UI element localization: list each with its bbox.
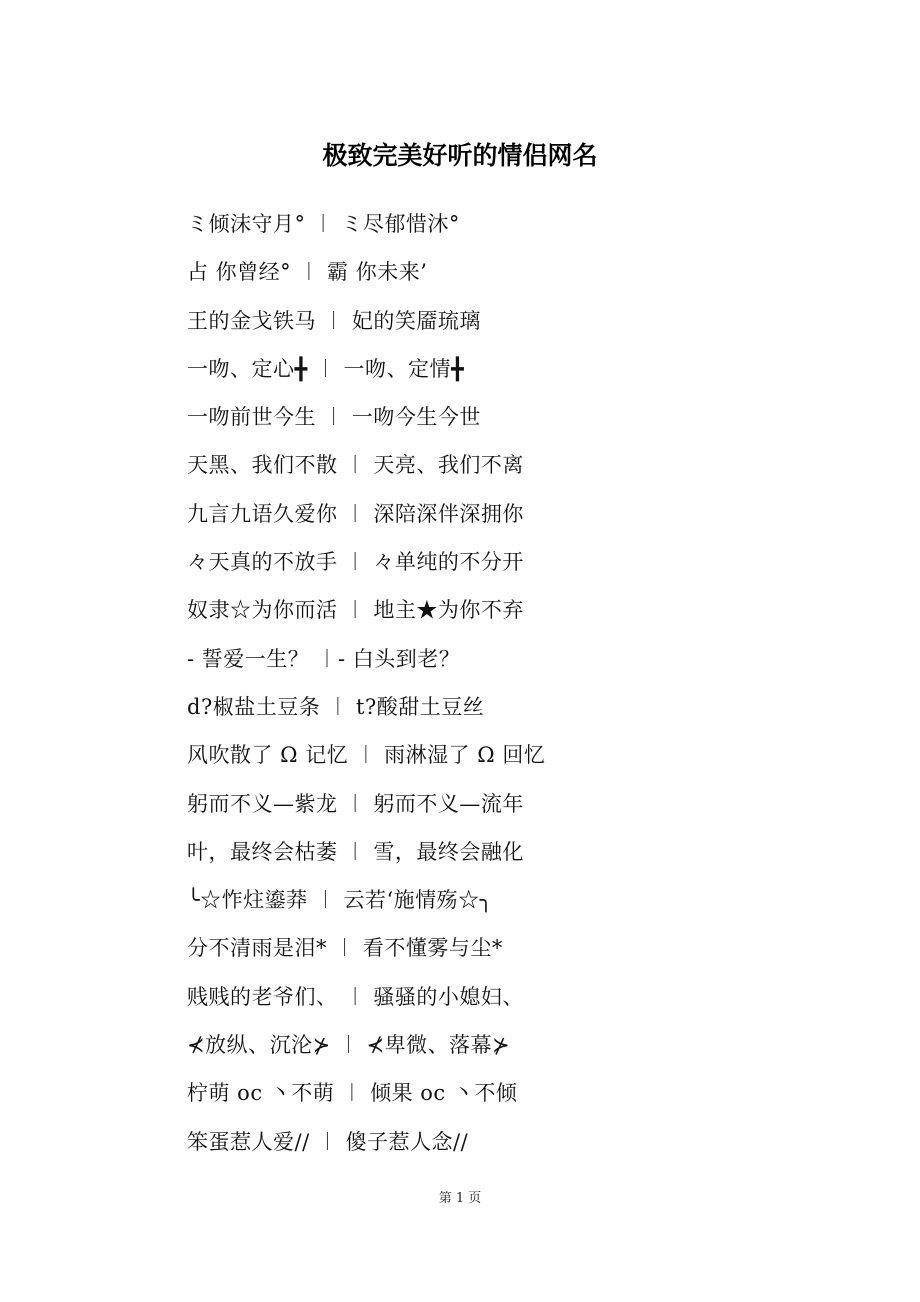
list-item: 叶，最终会枯萎 ︱ 雪，最终会融化 xyxy=(187,839,524,864)
list-item: 奴隶☆为你而活 ︱ 地主★为你不弃 xyxy=(187,598,524,623)
list-item: 笨蛋惹人爱// ︱ 傻子惹人念// xyxy=(187,1129,469,1154)
list-item: 躬而不义—紫龙 ︱ 躬而不义—流年 xyxy=(187,791,524,816)
list-item: 柠萌 oc 丶不萌 ︱ 倾果 oc 丶不倾 xyxy=(187,1081,518,1106)
list-item: - 誓爱一生？ ︱- 白头到老？ xyxy=(187,646,461,671)
list-item: ミ倾沫守月° ︱ ミ尽郁惜沐° xyxy=(187,212,460,236)
list-item: 贱贱的老爷们、 ︱ 骚骚的小媳妇、 xyxy=(187,984,524,1009)
list-item: 王的金戈铁马 ︱ 妃的笑靥琉璃 xyxy=(187,308,481,333)
page-title: 极致完美好听的情侣网名 xyxy=(322,141,598,170)
page-number: 第 1 页 xyxy=(438,1191,482,1206)
list-item: ⊀放纵、沉沦⊁ ︱ ⊀卑微、落幕⊁ xyxy=(187,1033,511,1058)
list-item: ╰☆怍炷鎏莽 ︱ 云若‘施情殇☆╮ xyxy=(187,888,493,913)
list-item: 九言九语久爱你 ︱ 深陪深伴深拥你 xyxy=(187,501,524,526)
nickname-list xyxy=(187,204,887,1170)
list-item: 天黑、我们不散 ︱ 天亮、我们不离 xyxy=(187,453,524,478)
list-item: 分不清雨是泪* ︱ 看不懂雾与尘* xyxy=(187,936,503,961)
list-item: 一吻、定心╋ ︱ 一吻、定情╋ xyxy=(187,356,465,381)
list-item: 々天真的不放手 ︱ 々单纯的不分开 xyxy=(187,550,524,575)
list-item: 占 你曾经° ︱ 霸 你未来’ xyxy=(187,260,428,285)
list-item: 一吻前世今生 ︱ 一吻今生今世 xyxy=(187,405,481,430)
list-item: d?椒盐土豆条 ︱ t?酸甜土豆丝 xyxy=(187,694,485,719)
list-item: 风吹散了 Ω 记忆 ︱ 雨淋湿了 Ω 回忆 xyxy=(187,743,546,768)
